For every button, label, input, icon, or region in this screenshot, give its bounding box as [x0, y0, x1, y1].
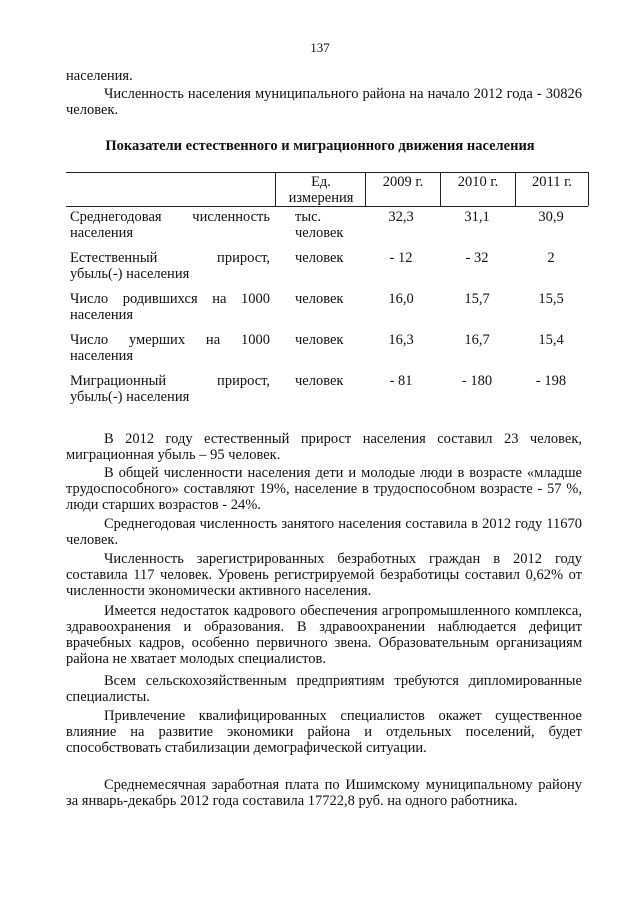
row-value-2011: 30,9	[538, 209, 564, 225]
paragraph: Привлечение квалифицированных специалистов окажет существенное влияние на развитие экономики района и отдельных поселений, будет способствовать стабилизации демографической ситуации.	[66, 708, 582, 756]
row-unit: человек	[295, 332, 344, 348]
row-unit: человек	[295, 250, 344, 266]
row-value-2009: - 12	[389, 250, 413, 266]
row-label: Среднегодовая численность населения	[70, 209, 270, 241]
paragraph: В общей численности населения дети и молодые люди в возрасте «младше трудоспособного» составляют 19%, население в трудоспособном возрасте - 57 %, люди старших возрастов - 24%.	[66, 465, 582, 513]
table-top-rule	[66, 172, 588, 173]
paragraph: Имеется недостаток кадрового обеспечения агропромышленного комплекса, здравоохранения и образования. В здравоохранении наблюдается дефицит врачебных кадров, особенно первичного звена. Образовательным организациям района не хватает молодых специалистов.	[66, 603, 582, 667]
header-unit	[277, 174, 365, 206]
paragraph: Среднемесячная заработная плата по Ишимскому муниципальному району за январь-декабрь 2012 года составила 17722,8 руб. на одного работника.	[66, 777, 582, 809]
row-value-2011: - 198	[535, 373, 567, 389]
header-unit-line1: Ед.	[311, 174, 331, 190]
row-value-2010: 31,1	[464, 209, 490, 225]
row-value-2009: 16,0	[388, 291, 414, 307]
paragraph: Всем сельскохозяйственным предприятиям требуются дипломированные специалисты.	[66, 673, 582, 705]
row-unit: тыс. человек	[295, 209, 344, 241]
header-unit-line2: измерения	[288, 190, 354, 206]
row-value-2009: - 81	[389, 373, 413, 389]
header-year-2010: 2010 г.	[457, 174, 499, 190]
row-value-2011: 15,5	[538, 291, 564, 307]
row-unit: человек	[295, 291, 344, 307]
row-value-2009: 32,3	[388, 209, 414, 225]
row-label: Число родившихся на 1000 населения	[70, 291, 270, 323]
table-header-rule	[66, 206, 588, 207]
row-label: Число умерших на 1000 населения	[70, 332, 270, 364]
paragraph: Численность зарегистрированных безработных граждан в 2012 году составила 117 человек. Уровень регистрируемой безработицы составил 0,62% от численности экономически активного населения.	[66, 551, 582, 599]
row-value-2010: - 180	[461, 373, 493, 389]
row-value-2010: 16,7	[464, 332, 490, 348]
row-unit: человек	[295, 373, 344, 389]
intro-population: Численность населения муниципального района на начало 2012 года - 30826 человек.	[66, 86, 582, 118]
row-value-2010: - 32	[465, 250, 489, 266]
header-year-2011: 2011 г.	[531, 174, 573, 190]
row-value-2009: 16,3	[388, 332, 414, 348]
table-title: Показатели естественного и миграционного движения населения	[105, 138, 535, 154]
row-label: Миграционный прирост, убыль(-) населения	[70, 373, 270, 405]
intro-continuation: населения.	[66, 68, 133, 84]
paragraph: Среднегодовая численность занятого населения составила в 2012 году 11670 человек.	[66, 516, 582, 548]
row-label: Естественный прирост, убыль(-) населения	[70, 250, 270, 282]
row-value-2010: 15,7	[464, 291, 490, 307]
page-number: 137	[310, 40, 330, 55]
table-divider	[588, 172, 589, 206]
paragraph: В 2012 году естественный прирост населения составил 23 человек, миграционная убыль – 95 человек.	[66, 431, 582, 463]
header-year-2009: 2009 г.	[382, 174, 424, 190]
table-divider	[275, 172, 276, 206]
row-value-2011: 2	[547, 250, 555, 266]
row-value-2011: 15,4	[538, 332, 564, 348]
